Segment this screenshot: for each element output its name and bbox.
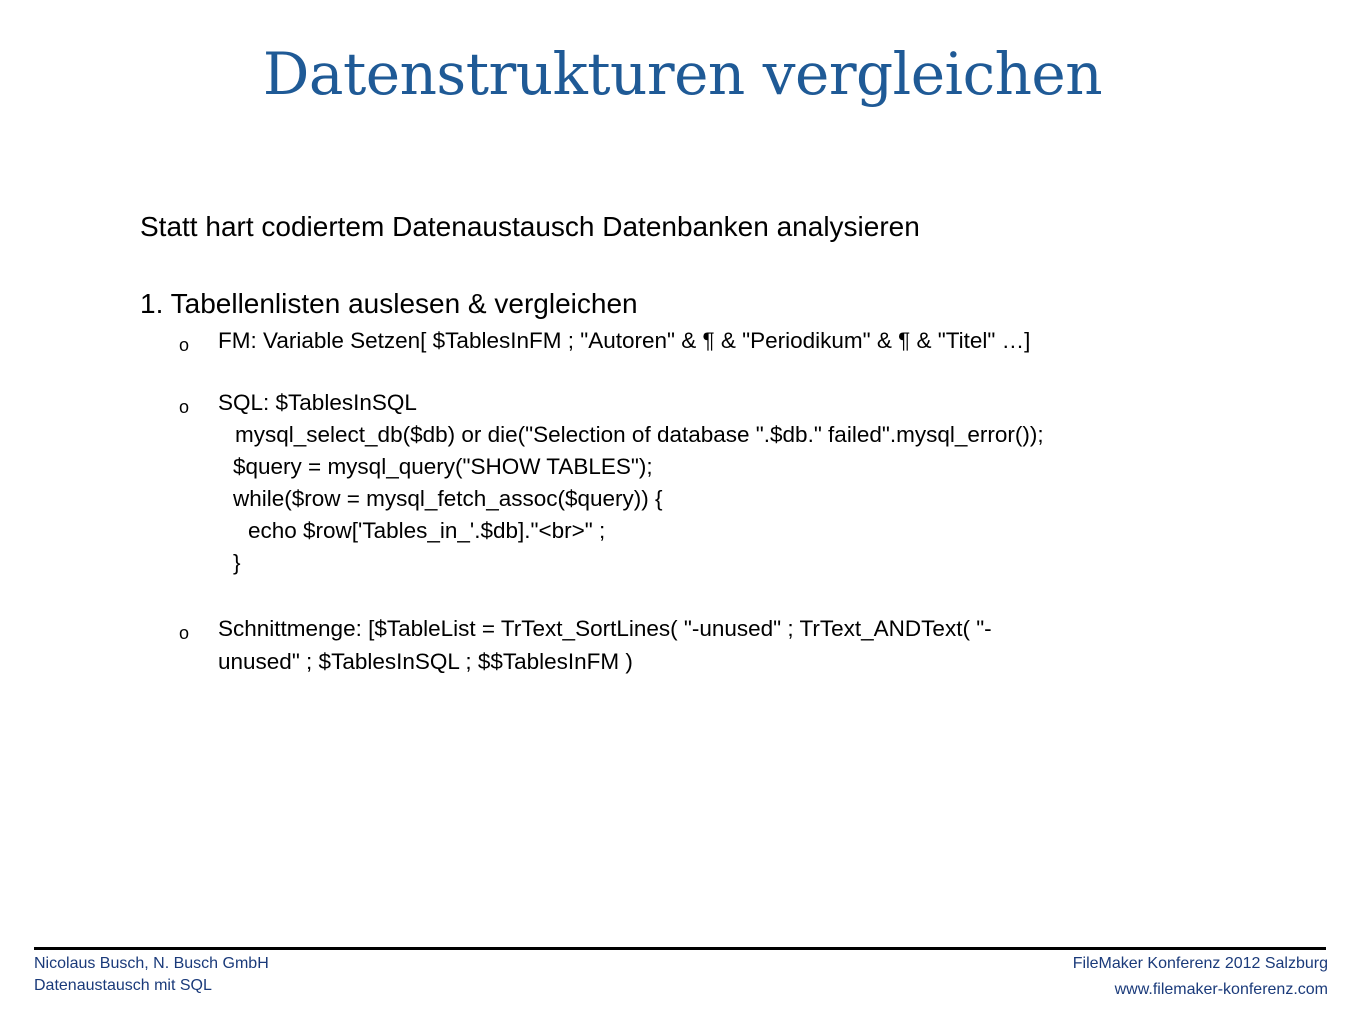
footer-topic: Datenaustausch mit SQL [34, 977, 212, 994]
footer-author: Nicolaus Busch, N. Busch GmbH [34, 955, 269, 972]
footer-website: www.filemaker-konferenz.com [1114, 981, 1328, 998]
intro-text: Statt hart codiertem Datenaustausch Datenbanken analysieren [140, 211, 920, 242]
footer-rule [34, 947, 1326, 950]
footer-event: FileMaker Konferenz 2012 Salzburg [1072, 955, 1328, 972]
bullet-3-line-2: unused" ; $TablesInSQL ; $$TablesInFM ) [218, 649, 633, 674]
bullet-2-line-6: } [233, 550, 241, 575]
bullet-3-line-1: Schnittmenge: [$TableList = TrText_SortLines( "-unused" ; TrText_ANDText( "- [218, 616, 992, 641]
bullet-1-line-1: FM: Variable Setzen[ $TablesInFM ; "Autoren" & ¶ & "Periodikum" & ¶ & "Titel" …] [218, 328, 1031, 353]
bullet-marker-2: o [179, 397, 190, 417]
bullet-2-line-5: echo $row['Tables_in_'.$db]."<br>" ; [248, 518, 606, 543]
step-heading: 1. Tabellenlisten auslesen & vergleichen [140, 288, 638, 319]
bullet-marker-3: o [179, 623, 190, 643]
bullet-2-line-1: SQL: $TablesInSQL [218, 390, 417, 415]
bullet-2-line-3: $query = mysql_query("SHOW TABLES"); [233, 454, 653, 479]
slide-title: Datenstrukturen vergleichen [262, 40, 1103, 108]
bullet-2-line-2: mysql_select_db($db) or die("Selection of database ".$db." failed".mysql_error()); [235, 422, 1044, 447]
bullet-2-line-4: while($row = mysql_fetch_assoc($query)) { [233, 486, 663, 511]
bullet-marker-1: o [179, 335, 190, 355]
